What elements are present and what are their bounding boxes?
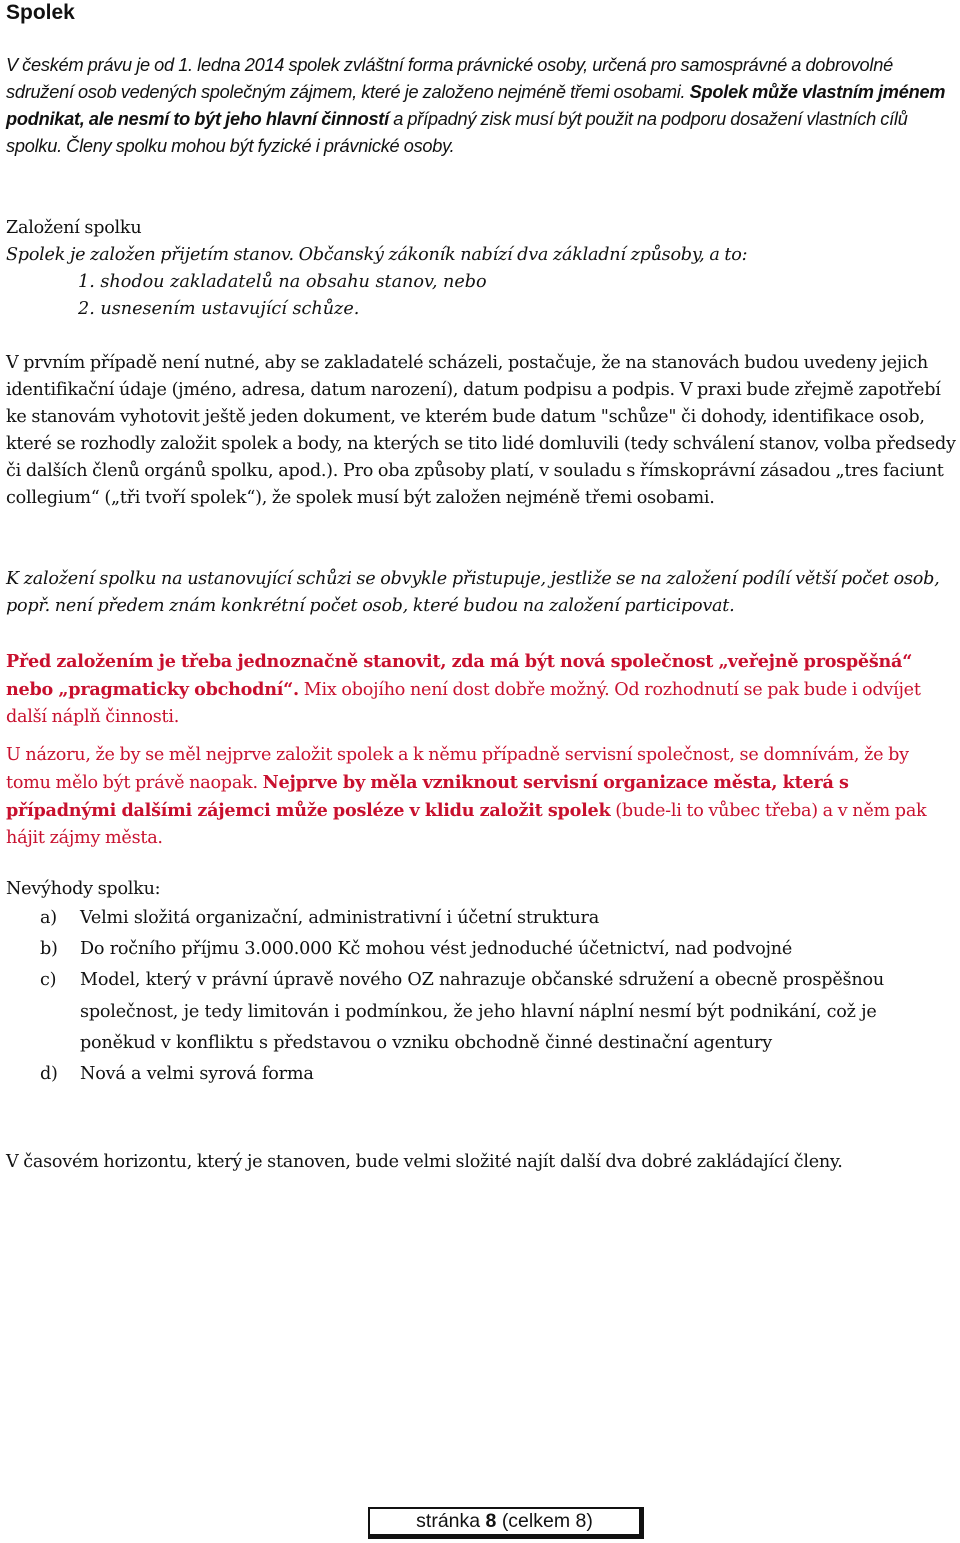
list-item-letter: c) [40,970,57,991]
red-opinion-bold: Nejprve by měla vzniknout servisní organizace města, která s případnými dalšími zájemci může posléze v klidu založit spolek [6,772,849,821]
intro-sentence-rest: a případný zisk musí být použit na podporu dosažení vlastních cílů spolku. Členy spolku mohou být fyzické i právnické osoby. [6,109,908,156]
disadvantages-list [6,903,956,1090]
list-item-text: Do ročního příjmu 3.000.000 Kč mohou vést jednoduché účetnictví, nad podvojné [80,939,793,960]
intro-bold-sentence: Spolek může vlastním jménem podnikat, ale nesmí to být jeho hlavní činností [6,82,946,129]
paragraph-founding-meeting: K založení spolku na ustanovující schůzi se obvykle přistupuje, jestliže se na založení podílí větší počet osob, popř. není předem znám konkrétní počet osob, které budou na založení participovat. [6,569,940,616]
page-number: 8 [485,1510,497,1532]
list-item-text: Nová a velmi syrová forma [80,1064,314,1085]
zalozeni-ways-list [78,269,487,323]
page-total: (celkem 8) [501,1510,593,1532]
list-item: 1. shodou zakladatelů na obsahu stanov, nebo [78,272,487,292]
list-item: 2. usnesením ustavující schůze. [78,299,360,319]
list-item [6,934,956,965]
list-item [6,903,956,934]
red-paragraph-opinion [6,742,956,852]
section-heading-disadvantages: Nevýhody spolku: [6,879,161,899]
red-paragraph-before-founding [6,648,956,731]
section-heading-zalozeni: Založení spolku [6,218,142,238]
paragraph-first-case: V prvním případě není nutné, aby se zakladatelé scházeli, postačuje, že na stanovách budou uvedeny jejich identifikační údaje (jméno, adresa, datum narození), datum podpisu a podpis. V praxi bude zřejmě zapotřebí ke stanovám vyhotovit ještě jeden dokument, ve kterém bude datum "schůze" či dohody, identifikace osob, které se rozhodly založit spolek a body, na kterých se tito lidé domluvili (tedy schválení stanov, volba předsedy či dalších členů orgánů spolku, apod.). Pro oba způsoby platí, v souladu s římskoprávní zásadou „tres faciunt collegium“ („tři tvoří spolek“), že spolek musí být založen nejméně třemi osobami. [6,353,956,508]
list-item-letter: d) [40,1064,58,1085]
page-number-box [368,1507,644,1539]
red-opinion-part-1: U názoru, že by se měl nejprve založit spolek a k němu případně servisní společnost, se domnívám, že by tomu mělo být právě naopak. [6,745,909,793]
paragraph-time-horizon: V časovém horizontu, který je stanoven, bude velmi složité najít další dva dobré zakládající členy. [6,1152,843,1172]
list-item [6,965,956,1059]
page-label: stránka [416,1510,481,1532]
list-item-letter: b) [40,939,58,960]
list-item [6,1059,956,1090]
intro-paragraph [6,52,956,160]
intro-sentence-1: V českém právu je od 1. ledna 2014 spolek zvláštní forma právnické osoby, určená pro samosprávné a dobrovolné sdružení osob vedených společným zájmem, které je založeno nejméně třemi osobami. [6,55,893,102]
list-item-text: Velmi složitá organizační, administrativní i účetní struktura [80,908,600,928]
red-bold-statement: Před založením je třeba jednoznačně stanovit, zda má být nová společnost „veřejně prospěšná“ nebo „pragmaticky obchodní“. [6,651,913,700]
page-title: Spolek [6,1,75,24]
red-statement-rest: Mix obojího není dost dobře možný. Od rozhodnutí se pak bude i odvíjet další náplň činnosti. [6,680,921,727]
list-item-text: Model, který v právní úpravě nového OZ nahrazuje občanské sdružení a obecně prospěšnou společnost, je tedy limitován i podmínkou, že jeho hlavní náplní nesmí být podnikání, což je poněkud v konfliktu s představou o vzniku obchodně činné destinační agentury [80,970,885,1053]
red-opinion-part-3: (bude-li to vůbec třeba) a v něm pak hájit zájmy města. [6,801,927,848]
list-item-letter: a) [40,908,57,928]
zalozeni-intro: Spolek je založen přijetím stanov. Občanský zákoník nabízí dva základní způsoby, a to: [6,245,748,265]
